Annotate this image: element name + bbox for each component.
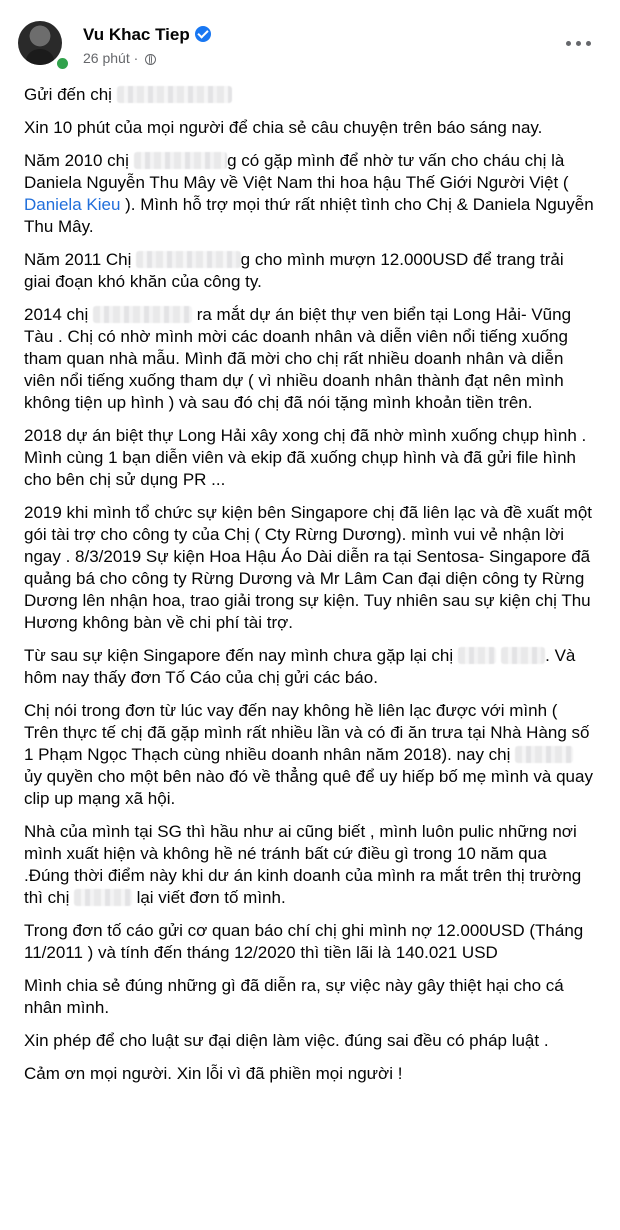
paragraph-text: Từ sau sự kiện Singapore đến nay mình chưa gặp lại chị [24,646,458,665]
post-paragraph [24,1030,594,1052]
post-body [24,84,594,1096]
post-header [0,0,620,80]
online-status-icon [55,56,70,71]
globe-icon[interactable] [145,54,156,65]
paragraph-text: Năm 2010 chị [24,151,134,170]
paragraph-text: 2019 khi mình tổ chức sự kiện bên Singapore chị đã liên lạc và đề xuất một gói tài trợ cho công ty của Chị ( Cty Rừng Dương). mình vui vẻ nhận lời ngay . 8/3/2019 Sự kiện Hoa Hậu Áo Dài diễn ra tại Sentosa- Singapore đã quảng bá cho công ty Rừng Dương và Mr Lâm Can đại diện công ty Rừng Dương lên nhận hoa, trao giải trong sự kiện. Tuy nhiên sau sự kiện chị Thu Hương không bàn về chi phí tài trợ. [24,503,593,632]
post-paragraph [24,821,594,909]
redacted-name [93,306,192,323]
redacted-name [515,746,573,763]
paragraph-text: Xin 10 phút của mọi người để chia sẻ câu chuyện trên báo sáng nay. [24,118,543,137]
dot-icon [576,41,581,46]
post-time[interactable]: 26 phút [83,50,130,66]
author-name-row [83,25,211,45]
paragraph-text: Mình chia sẻ đúng những gì đã diễn ra, sự việc này gây thiệt hại cho cá nhân mình. [24,976,564,1017]
paragraph-text: Trong đơn tố cáo gửi cơ quan báo chí chị ghi mình nợ 12.000USD (Tháng 11/2011 ) và tính đến tháng 12/2020 thì tiền lãi là 140.021 USD [24,921,584,962]
redacted-name [134,152,228,169]
paragraph-text: . Và hôm nay thấy đơn Tố Cáo của chị gửi các báo. [24,646,576,687]
redacted-name [117,86,233,103]
post-paragraph [24,249,594,293]
post-paragraph [24,425,594,491]
author-name[interactable]: Vu Khac Tiep [83,25,190,44]
redacted-name [458,647,497,664]
paragraph-text: 2014 chị [24,305,93,324]
paragraph-text: Nhà của mình tại SG thì hầu như ai cũng biết , mình luôn pulic những nơi mình xuất hiện và không hề né tránh bất cứ điều gì trong 10 năm qua .Đúng thời điểm này khi dư án kinh doanh của mình ra mắt trên thị trường thì chị [24,822,582,907]
post-paragraph [24,150,594,238]
dot-icon [566,41,571,46]
verified-badge-icon [195,26,211,42]
redacted-name [74,889,132,906]
dot-icon [586,41,591,46]
paragraph-text: 2018 dự án biệt thự Long Hải xây xong chị đã nhờ mình xuống chụp hình . Mình cùng 1 bạn diễn viên và ekip đã xuống chụp hình và đã gửi file hình cho bên chị sử dụng PR ... [24,426,587,489]
paragraph-text: ủy quyền cho một bên nào đó về thẳng quê để uy hiếp bố mẹ mình và quay clip up mạng xã hội. [24,767,593,808]
paragraph-text: Cảm ơn mọi người. Xin lỗi vì đã phiền mọi người ! [24,1064,403,1083]
paragraph-text: Năm 2011 Chị [24,250,137,269]
post-paragraph [24,920,594,964]
paragraph-text: lại viết đơn tố mình. [131,888,286,907]
post-paragraph [24,645,594,689]
post-paragraph [24,502,594,634]
more-options-button[interactable] [566,38,592,50]
post-meta [83,50,156,66]
post-paragraph [24,700,594,810]
paragraph-text: Chị nói trong đơn từ lúc vay đến nay không hề liên lạc được với mình ( Trên thực tế chị đã gặp mình rất nhiều lần và có đi ăn trưa tại Nhà Hàng số 1 Phạm Ngọc Thạch cùng nhiều doanh nhân năm 2018). nay chị [24,701,590,764]
paragraph-text: Xin phép để cho luật sư đại diện làm việc. đúng sai đều có pháp luật . [24,1031,549,1050]
paragraph-text: Gửi đến chị [24,85,117,104]
post-paragraph [24,304,594,414]
post-paragraph [24,84,594,106]
post-paragraph [24,1063,594,1085]
mention-link[interactable]: Daniela Kieu [24,195,121,214]
paragraph-text: ra mắt dự án biệt thự ven biển tại Long Hải- Vũng Tàu . Chị có nhờ mình mời các doanh nhân và diễn viên nổi tiếng xuống tham quan nhà mẫu. Mình đã mời cho chị rất nhiều doanh nhân và diễn viên nổi tiếng xuống tham dự ( vì nhiều doanh nhân thành đạt nên mình không tiện up hình ) và sau đó chị đã nói tặng mình khoản tiền trên. [24,305,572,412]
redacted-name [136,251,241,268]
meta-separator: · [133,50,139,66]
paragraph-text: ). Mình hỗ trợ mọi thứ rất nhiệt tình cho Chị & Daniela Nguyễn Thu Mây. [24,195,594,236]
paragraph-text: g có gặp mình để nhờ tư vấn cho cháu chị là Daniela Nguyễn Thu Mây về Việt Nam thi hoa hậu Thế Giới Người Việt ( [24,151,569,192]
post-paragraph [24,117,594,139]
paragraph-text: g cho mình mượn 12.000USD để trang trải giai đoạn khó khăn của công ty. [24,250,564,291]
post-paragraph [24,975,594,1019]
redacted-name [501,647,545,664]
